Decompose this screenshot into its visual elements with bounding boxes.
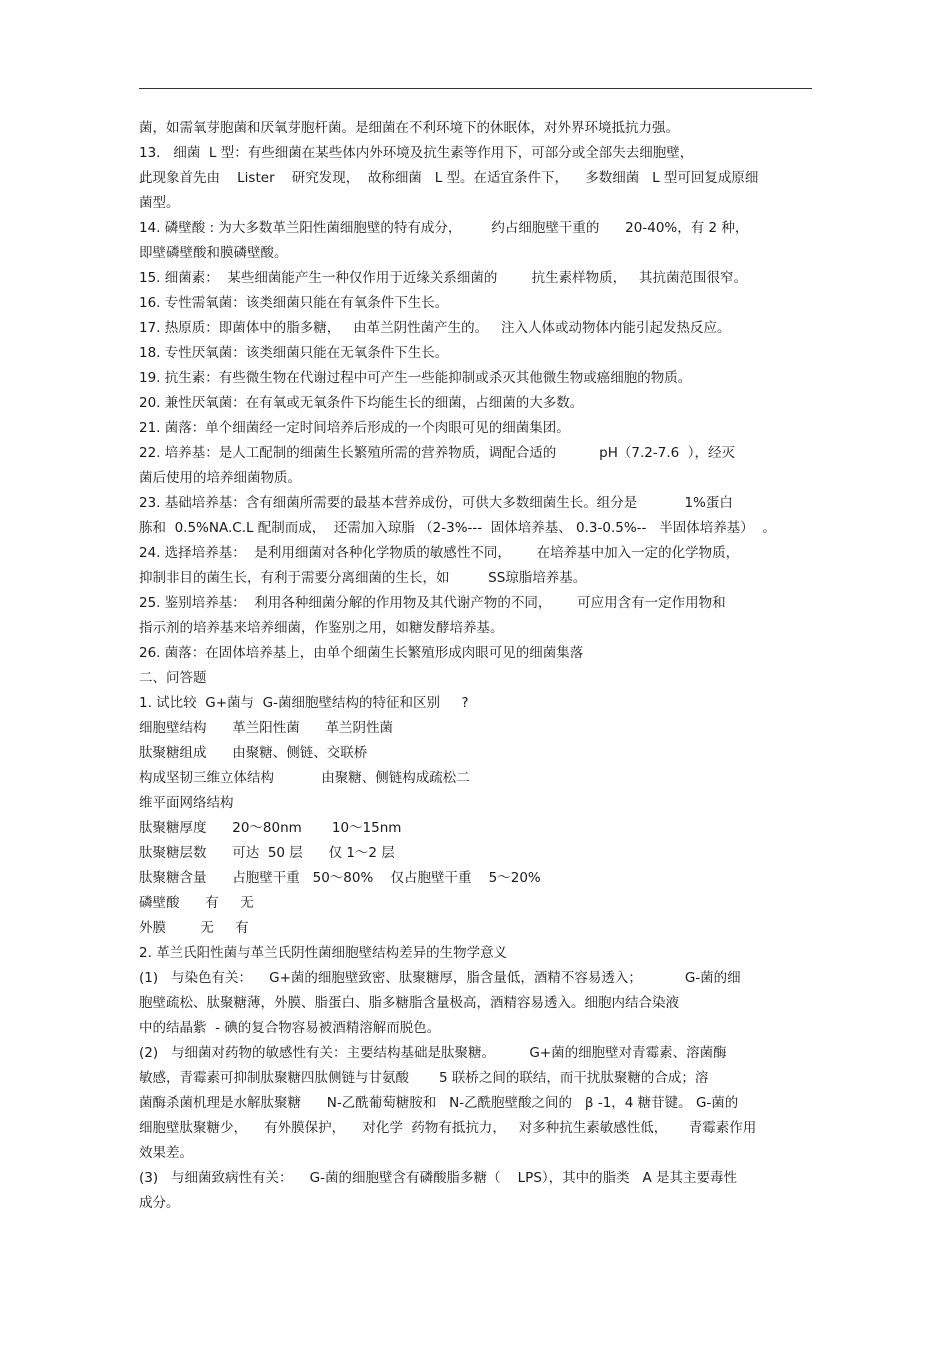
header-rule: [139, 88, 812, 89]
text-line: 18. 专性厌氧菌：该类细菌只能在无氧条件下生长。: [139, 345, 449, 361]
comparison-row: 维平面网络结构: [139, 795, 234, 811]
comparison-row: 细胞壁结构 革兰阳性菌 革兰阴性菌: [139, 720, 393, 736]
document-body: [139, 116, 814, 1216]
comparison-row: 肽聚糖厚度 20～80nm 10～15nm: [139, 820, 402, 836]
text-line: 23. 基础培养基：含有细菌所需要的最基本营养成份，可供大多数细菌生长。组分是 1%蛋白: [139, 495, 733, 511]
comparison-row: 构成坚韧三维立体结构 由聚糖、侧链构成疏松二: [139, 770, 470, 786]
text-line: 即壁磷壁酸和膜磷壁酸。: [139, 245, 288, 261]
text-line: 菌，如需氧芽胞菌和厌氧芽胞杆菌。是细菌在不利环境下的休眠体，对外界环境抵抗力强。: [139, 120, 679, 136]
text-line: 胞壁疏松、肽聚糖薄，外膜、脂蛋白、脂多糖脂含量极高，酒精容易透入。细胞内结合染液: [139, 995, 679, 1011]
text-line: 效果差。: [139, 1145, 193, 1161]
text-line: 20. 兼性厌氧菌：在有氧或无氧条件下均能生长的细菌，占细菌的大多数。: [139, 395, 584, 411]
question-title: 1. 试比较 G+菌与 G-菌细胞壁结构的特征和区别 ?: [139, 695, 469, 711]
text-line: 指示剂的培养基来培养细菌，作鉴别之用，如糖发酵培养基。: [139, 620, 504, 636]
text-line: 菌酶杀菌机理是水解肽聚糖 N-乙酰葡萄糖胺和 N-乙酰胞壁酸之间的 β -1，4 糖苷键。 G-菌的: [139, 1095, 739, 1111]
text-line: 19. 抗生素：有些微生物在代谢过程中可产生一些能抑制或杀灭其他微生物或癌细胞的物质。: [139, 370, 692, 386]
text-line: 胨和 0.5%NA.C.L 配制而成， 还需加入琼脂 （2-3%--- 固体培养基、 0.3-0.5%-- 半固体培养基） 。: [139, 520, 776, 536]
text-line: 细胞壁肽聚糖少， 有外膜保护， 对化学 药物有抵抗力， 对多种抗生素敏感性低， 青霉素作用: [139, 1120, 757, 1136]
text-line: 13. 细菌 L 型：有些细菌在某些体内外环境及抗生素等作用下，可部分或全部失去细胞壁，: [139, 145, 694, 161]
text-line: 中的结晶紫 - 碘的复合物容易被酒精溶解而脱色。: [139, 1020, 441, 1036]
text-line: 22. 培养基：是人工配制的细菌生长繁殖所需的营养物质，调配合适的 pH（7.2-7.6 ），经灭: [139, 445, 736, 461]
comparison-row: 肽聚糖层数 可达 50 层 仅 1～2 层: [139, 845, 395, 861]
text-line: 16. 专性需氧菌：该类细菌只能在有氧条件下生长。: [139, 295, 449, 311]
text-line: 成分。: [139, 1195, 180, 1211]
text-line: 15. 细菌素： 某些细菌能产生一种仅作用于近缘关系细菌的 抗生素样物质， 其抗菌范围很窄。: [139, 270, 748, 286]
text-line: 24. 选择培养基： 是利用细菌对各种化学物质的敏感性不同， 在培养基中加入一定的化学物质，: [139, 545, 740, 561]
text-line: 17. 热原质：即菌体中的脂多糖， 由革兰阴性菌产生的。 注入人体或动物体内能引起发热反应。: [139, 320, 731, 336]
text-line: 14. 磷壁酸 : 为大多数革兰阳性菌细胞壁的特有成分， 约占细胞壁干重的 20-40%，有 2 种，: [139, 220, 749, 236]
comparison-row: 肽聚糖含量 占胞壁干重 50～80% 仅占胞壁干重 5～20%: [139, 870, 541, 886]
text-line: (2) 与细菌对药物的敏感性有关：主要结构基础是肽聚糖。 G+菌的细胞壁对青霉素、溶菌酶: [139, 1045, 727, 1061]
text-line: 菌后使用的培养细菌物质。: [139, 470, 301, 486]
comparison-row: 磷壁酸 有 无: [139, 895, 254, 911]
comparison-row: 肽聚糖组成 由聚糖、侧链、交联桥: [139, 745, 368, 761]
section-heading: 二、问答题: [139, 670, 207, 686]
text-line: 21. 菌落：单个细菌经一定时间培养后形成的一个肉眼可见的细菌集团。: [139, 420, 570, 436]
comparison-row: 外膜 无 有: [139, 920, 249, 936]
text-line: 26. 菌落：在固体培养基上，由单个细菌生长繁殖形成肉眼可见的细菌集落: [139, 645, 584, 661]
question-title: 2. 革兰氏阳性菌与革兰氏阴性菌细胞壁结构差异的生物学意义: [139, 945, 508, 961]
text-line: 抑制非目的菌生长，有利于需要分离细菌的生长，如 SS琼脂培养基。: [139, 570, 587, 586]
text-line: 敏感，青霉素可抑制肽聚糖四肽侧链与甘氨酸 5 联桥之间的联结，而干扰肽聚糖的合成；溶: [139, 1070, 709, 1086]
text-line: 25. 鉴别培养基： 利用各种细菌分解的作用物及其代谢产物的不同， 可应用含有一定作用物和: [139, 595, 726, 611]
text-line: (3) 与细菌致病性有关： G-菌的细胞壁含有磷酸脂多糖（ LPS），其中的脂类 A 是其主要毒性: [139, 1170, 738, 1186]
text-line: 菌型。: [139, 195, 180, 211]
text-line: 此现象首先由 Lister 研究发现， 故称细菌 L 型。在适宜条件下， 多数细菌 L 型可回复成原细: [139, 170, 759, 186]
text-line: (1) 与染色有关： G+菌的细胞壁致密、肽聚糖厚，脂含量低，酒精不容易透入； G-菌的细: [139, 970, 741, 986]
